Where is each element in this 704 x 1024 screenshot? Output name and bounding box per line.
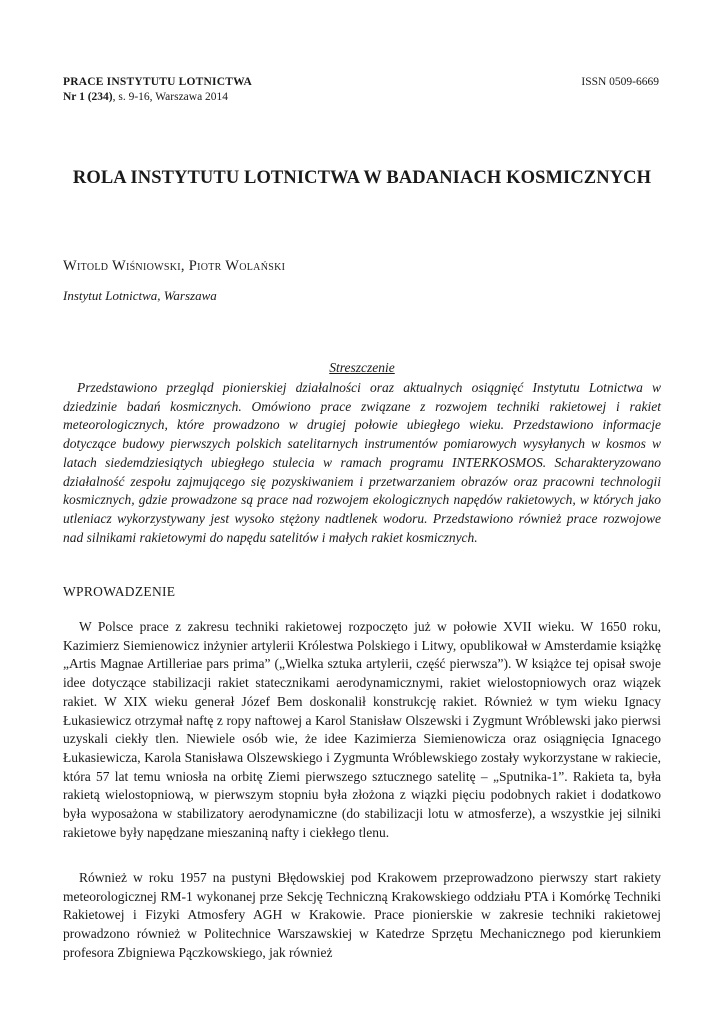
abstract-heading: Streszczenie	[329, 360, 395, 375]
authors: Witold Wiśniowski, Piotr Wolański	[63, 258, 286, 274]
abstract-text: Przedstawiono przegląd pionierskiej działalności oraz aktualnych osiągnięć Instytutu Lotnictwa w dziedzinie badań kosmicznych. Omówiono prace związane z rozwojem techniki rakietowej i rakiet meteorologicznych, które prowadzono w drugiej połowie ubiegłego wieku. Przedstawiono informacje dotyczące budowy pierwszych polskich satelitarnych instrumentów pomiarowych wysyłanych w kosmos w latach siedemdziesiątych ubiegłego stulecia w ramach programu INTERKOSMOS. Scharakteryzowano działalność zespołu zajmującego się pozyskiwaniem i przetwarzaniem obrazów oraz pracowni technologii kosmicznych, gdzie prowadzone są prace nad rozwojem ekologicznych napędów rakietowych, w których jako utleniacz wykorzystywany jest wysoko stężony nadtlenek wodoru. Przedstawiono również prace rozwojowe nad silnikami rakietowymi do napędu satelitów i małych rakiet kosmicznych.	[63, 380, 661, 545]
journal-header	[63, 75, 661, 105]
section-heading: WPROWADZENIE	[63, 584, 176, 599]
journal-name: PRACE INSTYTUTU LOTNICTWA	[63, 76, 253, 88]
issn: ISSN 0509-6669	[581, 76, 659, 88]
affiliation: Instytut Lotnictwa, Warszawa	[63, 288, 217, 303]
paper-page	[63, 0, 661, 1024]
issue-line	[63, 90, 661, 105]
issue-details: , s. 9-16, Warszawa 2014	[112, 91, 229, 103]
body-paragraph: W Polsce prace z zakresu techniki rakietowej rozpoczęto już w połowie XVII wieku. W 1650 roku, Kazimierz Siemienowicz inżynier artylerii Królestwa Polskiego i Litwy, opublikował w Amsterdamie książkę „Artis Magnae Artilleriae pars prima” („Wielka sztuka artylerii, część pierwsza”). W książce tej opisał swoje idee dotyczące stabilizacji rakiet statecznikami aerodynamicznymi, rakiet wielostopniowych oraz wiązek rakiet. W XIX wieku generał Józef Bem doskonalił konstrukcję rakiet. Również w tym wieku Ignacy Łukasiewicz otrzymał naftę z ropy naftowej a Karol Stanisław Olszewski i Zygmunt Wróblewski jako pierwsi uzyskali ciekły tlen. Niewiele osób wie, że idee Kazimierza Siemienowicza oraz osiągnięcia Ignacego Łukasiewicza, Karola Stanisława Olszewskiego i Zygmunta Wróblewskiego zostały wykorzystane w rakiecie, która 57 lat temu wniosła na orbitę Ziemi pierwszego sztucznego satelitę – „Sputnika-1”. Rakieta ta, była rakietą wielostopniową, w pierwszym stopniu była złożona z wiązki pięciu podobnych rakiet i dodatkowo była wyposażona w stabilizatory aerodynamiczne (do stabilizacji lotu w atmosferze), a wszystkie jej silniki rakietowe były napędzane mieszaniną nafty i ciekłego tlenu.	[63, 619, 661, 840]
issue-number: Nr 1 (234)	[63, 91, 113, 103]
body-paragraph: Również w roku 1957 na pustyni Błędowskiej pod Krakowem przeprowadzono pierwszy start rakiety meteorologicznej RM-1 wykonanej prze Sekcję Techniczną Krakowskiego oddziału PTA i Komórkę Techniki Rakietowej i Fizyki Atmosfery AGH w Krakowie. Prace pionierskie w zakresie techniki rakietowej prowadzono również w Politechnice Warszawskiej w Katedrze Sprzętu Mechanicznego pod kierunkiem profesora Zbigniewa Pączkowskiego, jak również	[63, 870, 661, 960]
paper-title: ROLA INSTYTUTU LOTNICTWA W BADANIACH KOSMICZNYCH	[72, 168, 652, 188]
